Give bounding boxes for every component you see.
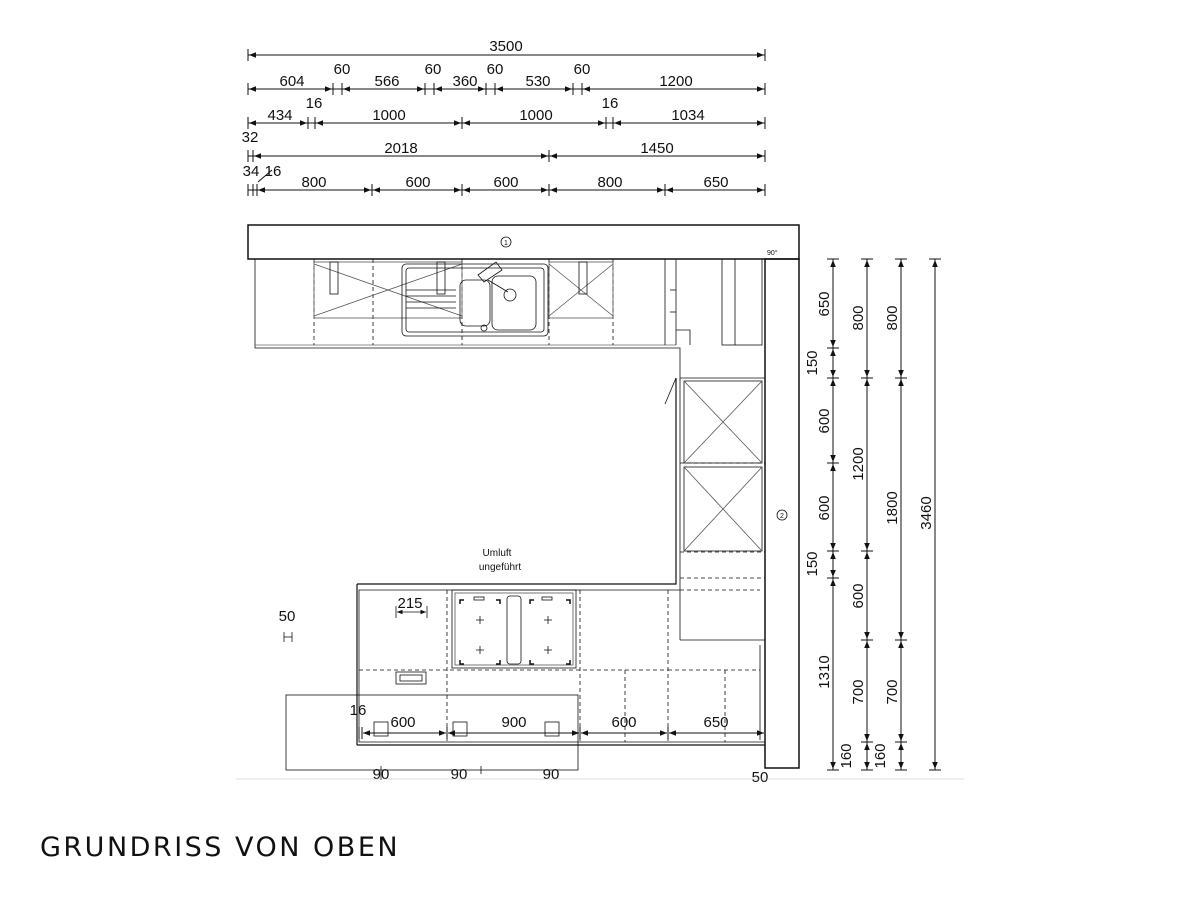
dim-label: 150 (804, 551, 821, 577)
umluft-label: Umluft (482, 548, 512, 559)
right-counter (665, 378, 765, 768)
dim-label: 60 (486, 61, 504, 78)
dim-label: 60 (573, 61, 591, 78)
dim-label: 600 (493, 174, 519, 191)
dim-label: 1450 (640, 140, 674, 157)
dim-label: 16 (264, 163, 282, 180)
angle-label: 90° (767, 250, 778, 257)
dim-label: 50 (751, 769, 769, 786)
dim-label: 1000 (519, 107, 553, 124)
wall-marker-2 (777, 510, 787, 520)
dim-label: 50 (278, 608, 296, 625)
dim-label: 160 (838, 743, 855, 769)
dim-label: 215 (397, 595, 423, 612)
dim-label: 650 (703, 174, 729, 191)
dim-label: 600 (816, 408, 833, 434)
dim-label: 650 (816, 291, 833, 317)
dim-label: 60 (424, 61, 442, 78)
dim-label: 16 (349, 702, 367, 719)
dim-label: 566 (374, 73, 400, 90)
dim-label: 800 (597, 174, 623, 191)
dim-label: 90 (450, 766, 468, 783)
dim-label: 16 (305, 95, 323, 112)
dim-label: 90 (542, 766, 560, 783)
right-dimension-labels (804, 291, 935, 768)
sink (402, 262, 548, 336)
dim-label: 600 (850, 583, 867, 609)
dim-label: 1200 (659, 73, 693, 90)
dim-label: 1034 (671, 107, 705, 124)
dim-total-depth: 3460 (918, 496, 935, 530)
dim-label: 650 (703, 714, 729, 731)
dim-label: 34 (242, 163, 260, 180)
dim-label: 700 (850, 679, 867, 705)
dim-total-width: 3500 (489, 38, 523, 55)
dim-label: 1000 (372, 107, 406, 124)
dim-label: 360 (452, 73, 478, 90)
dim-label: 800 (850, 305, 867, 331)
wall-marker-1 (501, 237, 511, 247)
dim-label: 2018 (384, 140, 418, 157)
walls (248, 225, 799, 768)
dim-label: 16 (601, 95, 619, 112)
dim-label: 800 (301, 174, 327, 191)
svg-text:1: 1 (504, 240, 508, 247)
dim-label: 600 (611, 714, 637, 731)
dim-label: 1310 (816, 655, 833, 689)
dim-label: 800 (884, 305, 901, 331)
dim-label: 150 (804, 350, 821, 376)
dim-label: 90 (372, 766, 390, 783)
dim-label: 600 (405, 174, 431, 191)
page-caption: GRUNDRISS VON OBEN (40, 832, 401, 863)
top-dimension-labels (242, 38, 729, 191)
dim-label: 900 (501, 714, 527, 731)
dim-50-left (284, 632, 292, 642)
dim-label: 600 (390, 714, 416, 731)
dim-label: 160 (872, 743, 889, 769)
dim-label: 604 (279, 73, 305, 90)
dim-label: 32 (241, 129, 259, 146)
dim-label: 1200 (850, 447, 867, 481)
ungefuehrt-label: ungeführt (478, 562, 522, 573)
top-counter (255, 259, 765, 378)
dim-label: 60 (333, 61, 351, 78)
dim-label: 600 (816, 495, 833, 521)
dim-label: 700 (884, 679, 901, 705)
svg-text:2: 2 (780, 513, 784, 520)
dim-label: 434 (267, 107, 293, 124)
dim-label: 530 (525, 73, 551, 90)
dim-label: 1800 (884, 491, 901, 525)
